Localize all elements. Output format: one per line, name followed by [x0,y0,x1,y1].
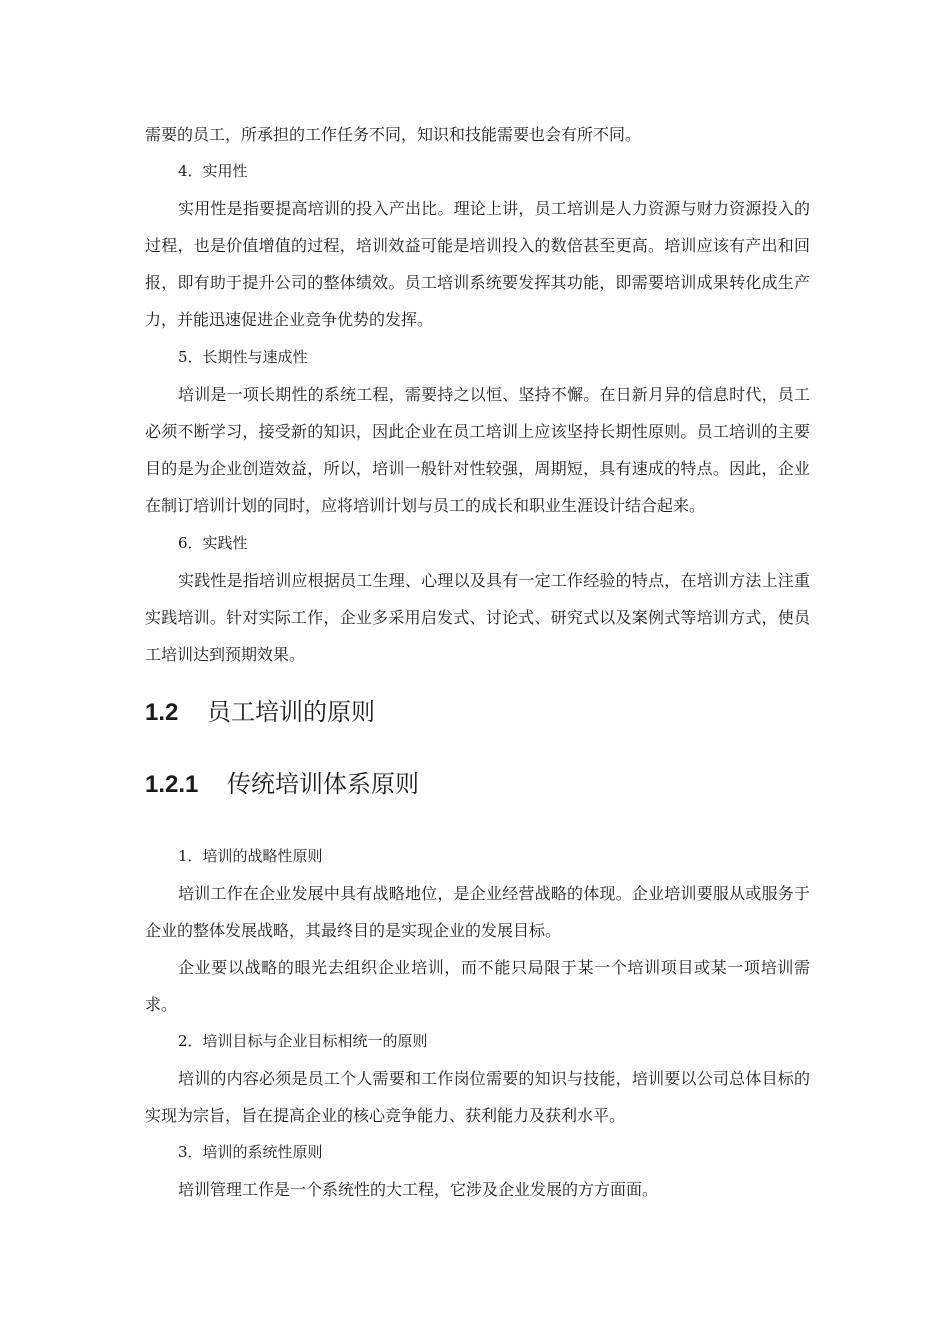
list-item-practice: 6．实践性 [178,534,248,552]
subsection-title: 传统培训体系原则 [227,770,419,798]
paragraph-long-term: 培训是一项长期性的系统工程，需要持之以恒、坚持不懈。在日新月异的信息时代，员工必须不断学习，接受新的知识，因此企业在员工培训上应该坚持长期性原则。员工培训的主要目的是为企业创造效益，所以，培训一般针对性较强，周期短，具有速成的特点。因此，企业在制订培训计划的同时，应将培训计划与员工的成长和职业生涯设计结合起来。 [145,385,810,515]
section-heading-1-2 [145,692,375,733]
section-number: 1.2 [145,699,179,726]
paragraph-practicality: 实用性是指要提高培训的投入产出比。理论上讲，员工培训是人力资源与财力资源投入的过程，也是价值增值的过程，培训效益可能是培训投入的数倍甚至更高。培训应该有产出和回报，即有助于提升公司的整体绩效。员工培训系统要发挥其功能，即需要培训成果转化成生产力，并能迅速促进企业竞争优势的发挥。 [145,199,810,329]
list-item-goal-alignment: 2．培训目标与企业目标相统一的原则 [178,1032,428,1050]
list-item-strategic: 1．培训的战略性原则 [178,847,323,865]
paragraph-systematic: 培训管理工作是一个系统性的大工程，它涉及企业发展的方方面面。 [178,1180,659,1199]
paragraph-continued: 需要的员工，所承担的工作任务不同，知识和技能需要也会有所不同。 [145,125,642,144]
section-title: 员工培训的原则 [207,698,375,726]
list-item-systematic: 3．培训的系统性原则 [178,1143,323,1161]
paragraph-practice: 实践性是指培训应根据员工生理、心理以及具有一定工作经验的特点，在培训方法上注重实践培训。针对实际工作，企业多采用启发式、讨论式、研究式以及案例式等培训方式，使员工培训达到预期效果。 [145,571,810,664]
list-item-long-term: 5．长期性与速成性 [178,348,308,366]
subsection-heading-1-2-1 [145,764,419,805]
subsection-number: 1.2.1 [145,771,199,798]
list-item-practicality: 4．实用性 [178,162,248,180]
paragraph-strategic-2: 企业要以战略的眼光去组织企业培训，而不能只局限于某一个培训项目或某一项培训需求。 [145,958,810,1014]
paragraph-goal-alignment: 培训的内容必须是员工个人需要和工作岗位需要的知识与技能，培训要以公司总体目标的实现为宗旨，旨在提高企业的核心竞争能力、获利能力及获利水平。 [145,1069,810,1125]
paragraph-strategic-1: 培训工作在企业发展中具有战略地位，是企业经营战略的体现。企业培训要服从或服务于企业的整体发展战略，其最终目的是实现企业的发展目标。 [145,884,810,940]
